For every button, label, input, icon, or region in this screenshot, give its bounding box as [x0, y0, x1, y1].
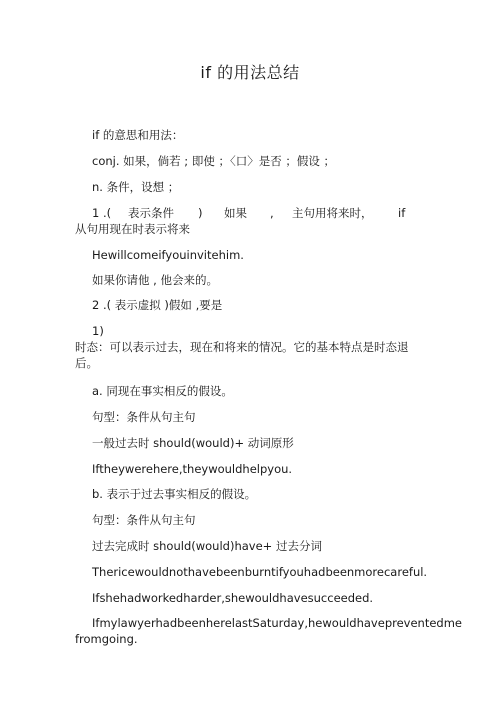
paragraph-point-a: a. 同现在事实相反的假设。	[92, 384, 233, 398]
paragraph-form-b: 过去完成时 should(would)have+ 过去分词	[92, 539, 322, 553]
usage-1-if: if	[398, 206, 406, 220]
example-sentence-b2: Ifshehadworkedharder,shewouldhavesucceeded.	[92, 591, 374, 605]
usage-1-number: 1 .(	[92, 206, 112, 220]
paragraph-subpoint-1: 1)	[92, 324, 104, 338]
paragraph-form-a: 一般过去时 should(would)+ 动词原形	[92, 436, 294, 450]
paragraph-pattern-a: 句型：条件从句主句	[92, 410, 196, 424]
usage-1-continuation: 从句用现在时表示将来	[75, 222, 190, 236]
usage-1-paren: )	[198, 206, 203, 220]
paragraph-point-b: b. 表示于过去事实相反的假设。	[92, 487, 257, 501]
example-sentence-b3: IfmylawyerhadbeenherelastSaturday,hewouldhavepreventedme fromgoing.	[75, 616, 462, 646]
document-title: if 的用法总结	[200, 63, 300, 82]
usage-1-main-clause: 主句用将来时，	[292, 206, 373, 220]
paragraph-noun-definition: n. 条件，设想 ；	[92, 180, 180, 194]
example-sentence-b1: Thericewouldnothavebeenburntifyouhadbeenmorecareful.	[92, 565, 428, 579]
usage-1-meaning: 如果	[224, 206, 247, 220]
example-sentence-a: Iftheywerehere,theywouldhelpyou.	[92, 462, 293, 476]
paragraph-usage-2: 2 .( 表示虚拟 )假如 ,要是	[92, 298, 223, 312]
usage-1-label: 表示条件	[128, 206, 174, 220]
paragraph-conj-definition: conj. 如果，倘若 ; 即使 ；〈口〉是否 ；假设 ；	[92, 154, 336, 168]
paragraph-meaning-heading: if 的意思和用法：	[92, 128, 184, 142]
example-sentence-1: Hewillcomeifyouinvitehim.	[92, 248, 244, 262]
usage-1-comma: ,	[270, 206, 274, 220]
paragraph-tense-description: 时态：可以表示过去，现在和将来的情况。它的基本特点是时态退后。	[75, 340, 409, 370]
paragraph-pattern-b: 句型：条件从句主句	[92, 513, 196, 527]
example-translation-1: 如果你请他 , 他会来的。	[92, 273, 218, 287]
